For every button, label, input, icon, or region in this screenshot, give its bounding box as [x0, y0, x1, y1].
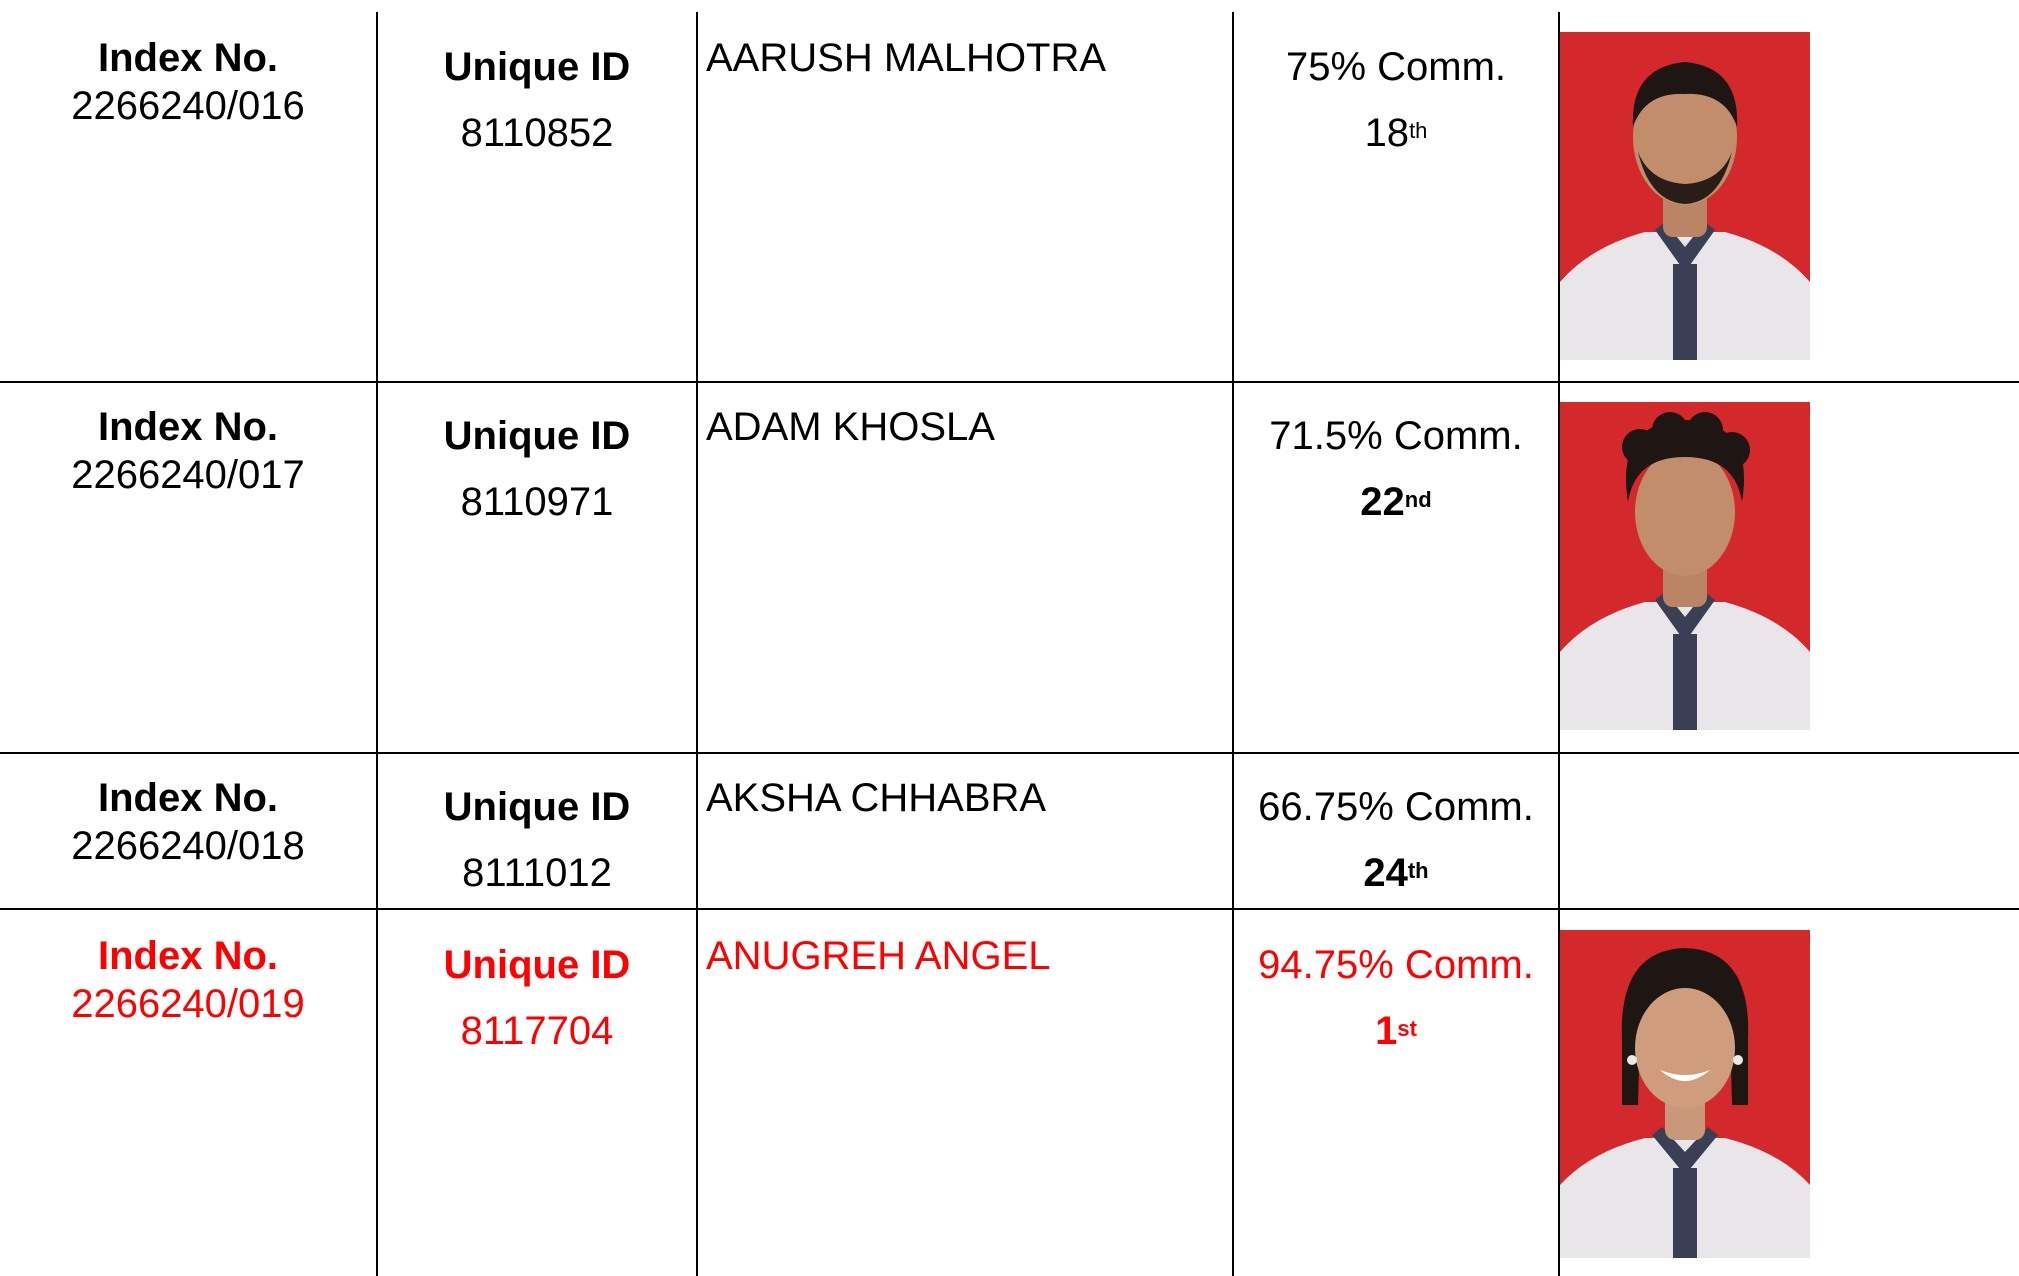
- unique-id-value: 8110971: [460, 480, 614, 524]
- student-photo: [1560, 402, 1810, 730]
- index-cell: [0, 34, 376, 130]
- result-cell: [1234, 932, 1558, 1064]
- unique-id-cell: [378, 34, 696, 166]
- student-photo: [1560, 32, 1810, 360]
- column-divider: [1232, 12, 1234, 1276]
- score: 75% Comm.: [1285, 45, 1507, 89]
- index-cell: [0, 774, 376, 870]
- rank: 24th: [1363, 851, 1429, 895]
- index-number: 2266240/019: [71, 982, 305, 1026]
- column-divider: [376, 12, 378, 1276]
- score: 66.75% Comm.: [1258, 785, 1534, 829]
- student-name: AKSHA CHHABRA: [706, 776, 1047, 820]
- score: 71.5% Comm.: [1269, 414, 1523, 458]
- index-number: 2266240/017: [71, 453, 305, 497]
- unique-id-cell: [378, 403, 696, 535]
- index-label: Index No.: [97, 934, 279, 978]
- student-name: ADAM KHOSLA: [706, 405, 995, 449]
- unique-id-label: Unique ID: [443, 943, 631, 987]
- unique-id-label: Unique ID: [443, 414, 631, 458]
- score: 94.75% Comm.: [1258, 943, 1534, 987]
- index-label: Index No.: [97, 36, 279, 80]
- index-label: Index No.: [97, 776, 279, 820]
- index-cell: [0, 403, 376, 499]
- row-divider: [0, 752, 2019, 754]
- row-divider: [0, 908, 2019, 910]
- unique-id-value: 8111012: [462, 851, 612, 895]
- column-divider: [696, 12, 698, 1276]
- index-number: 2266240/018: [71, 824, 305, 868]
- student-photo: [1560, 930, 1810, 1258]
- unique-id-cell: [378, 774, 696, 906]
- result-cell: [1234, 774, 1558, 906]
- index-label: Index No.: [97, 405, 279, 449]
- unique-id-label: Unique ID: [443, 785, 631, 829]
- unique-id-value: 8110852: [460, 111, 614, 155]
- result-cell: [1234, 34, 1558, 166]
- index-cell: [0, 932, 376, 1028]
- row-divider: [0, 381, 2019, 383]
- rank: 22nd: [1360, 480, 1432, 524]
- unique-id-cell: [378, 932, 696, 1064]
- unique-id-label: Unique ID: [443, 45, 631, 89]
- index-number: 2266240/016: [71, 84, 305, 128]
- rank: 18th: [1364, 111, 1428, 155]
- student-name: ANUGREH ANGEL: [706, 934, 1051, 978]
- unique-id-value: 8117704: [460, 1009, 614, 1053]
- result-cell: [1234, 403, 1558, 535]
- student-name: AARUSH MALHOTRA: [706, 36, 1107, 80]
- rank: 1st: [1375, 1009, 1417, 1053]
